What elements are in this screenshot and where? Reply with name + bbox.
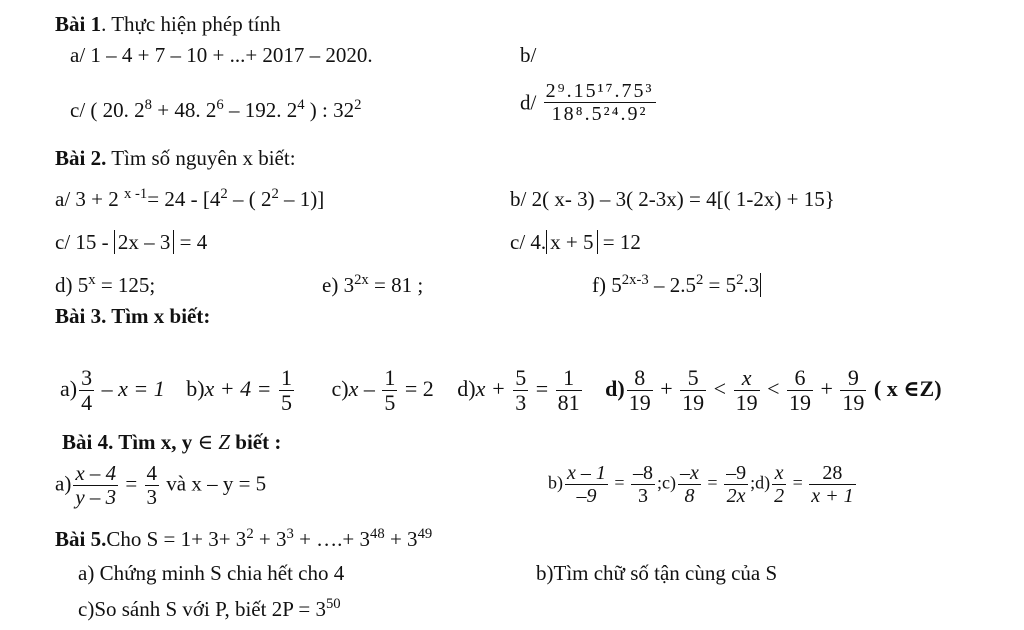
b2-b-expression: b/ 2( x- 3) – 3( 2-3x) = 4[( 1-2x) + 15} bbox=[510, 187, 835, 211]
b1-a-label: a/ bbox=[70, 43, 86, 67]
b4-a-fraction1: $\frac{x - 4}{y - 3}$ bbox=[75, 461, 117, 510]
b1-item-a bbox=[70, 43, 373, 67]
b4-d-fraction1: $\frac{x}{2}$ bbox=[774, 462, 785, 507]
b4-b-fraction1: $\frac{x - 1}{-9}$ bbox=[567, 462, 606, 507]
b4-title: Bài 4. Tìm x, y bbox=[62, 430, 198, 454]
b3-e-fraction4: $\frac{6}{19}$ bbox=[789, 365, 811, 416]
b1-item-c bbox=[70, 98, 361, 122]
b4-d-fraction2: $\frac{28}{x + 1}$ bbox=[811, 462, 854, 507]
b3-c-fraction: $\frac{1}{5}$ bbox=[384, 365, 396, 416]
b2-title: Bài 2. bbox=[55, 146, 107, 170]
b5-title: Bài 5. bbox=[55, 527, 107, 551]
b3-items: a) $\frac{3}{4}$ – x = 1 b)x + 4 = $\frac{1}{5}$ c)x – $\frac{1}{5}$ = 2 d)x + $\frac{5}{3}$ = $\frac{1}{81}$ d) $\frac{8}{19}$ + $\frac{5}{19}$ < $\frac{x}{19}$ < $\frac{6}{19}$ + $\frac{9}{19}$ ( x ∈Z) bbox=[60, 365, 942, 416]
b2-item-c2: c/ 4. x + 5 = 12 bbox=[510, 230, 641, 254]
b4-set: ∈ Z bbox=[197, 430, 231, 454]
b4-b-fraction2: $\frac{-8}{3}$ bbox=[633, 462, 654, 507]
b1-d-fraction bbox=[544, 80, 656, 125]
b4-item-a: a) $\frac{x - 4}{y - 3}$ = $\frac{4}{3}$ và x – y = 5 bbox=[55, 461, 267, 510]
b3-a-fraction: $\frac{3}{4}$ bbox=[81, 365, 93, 416]
b2-c1-absolute: 2x – 3 bbox=[114, 230, 175, 254]
text-cursor bbox=[760, 273, 761, 297]
b1-c-label: c/ bbox=[70, 98, 86, 122]
b3-e-fraction2: $\frac{5}{19}$ bbox=[682, 365, 705, 416]
b4-c-fraction2: $\frac{-9}{2x}$ bbox=[726, 462, 747, 507]
b2-instruction: Tìm số nguyên x biết: bbox=[106, 146, 296, 170]
b1-item-b bbox=[520, 43, 536, 67]
b1-d-label: d/ bbox=[520, 90, 537, 115]
b5-heading: Bài 5.Cho $S = 1+ 3+ 3^2 + 3^3$ + ….+ $3^{48} + 3^{49}$ bbox=[55, 525, 433, 551]
b2-item-c1: c/ 15 - 2x – 3 = 4 bbox=[55, 230, 208, 254]
b2-heading bbox=[55, 146, 296, 170]
b3-b-fraction: $\frac{1}{5}$ bbox=[281, 365, 293, 416]
b1-title: Bài 1 bbox=[55, 12, 102, 36]
b2-item-b bbox=[510, 187, 835, 211]
b3-e-fraction5: $\frac{9}{19}$ bbox=[842, 365, 865, 416]
b5-item-c: c)So sánh S với P, biết $2P = 3^{50}$ bbox=[78, 595, 341, 621]
b4-c-fraction1: $\frac{-x}{8}$ bbox=[680, 462, 699, 507]
b2-item-e: e) $3^{2x} = 81$ ; bbox=[322, 271, 424, 297]
b1-heading bbox=[55, 12, 281, 36]
b5-item-a: a) Chứng minh S chia hết cho 4 bbox=[78, 561, 345, 585]
b4-heading: Bài 4. Tìm x, y ∈ Z biết : bbox=[62, 430, 282, 454]
b3-e-fraction3: $\frac{x}{19}$ bbox=[735, 365, 758, 416]
b3-e-fraction1: $\frac{8}{19}$ bbox=[628, 365, 651, 416]
b3-d-fraction1: $\frac{5}{3}$ bbox=[515, 365, 527, 416]
b2-c2-absolute: x + 5 bbox=[546, 230, 597, 254]
b2-item-a: a/ 3 + 2 $^{x -1}= 24 - [4^2$ – ( $2^2 - 1$)] bbox=[55, 185, 325, 211]
b1-instruction: . Thực hiện phép tính bbox=[101, 12, 281, 36]
b3-title: Bài 3. Tìm x biết: bbox=[55, 304, 211, 328]
b2-item-f: f) $5^{2x-3} - 2.5^2 = 5^2.3$ bbox=[592, 271, 760, 297]
b1-a-expression: 1 – 4 + 7 – 10 + ...+ 2017 – 2020. bbox=[90, 43, 373, 67]
b1-d-denominator: 18⁸.5²⁴.9² bbox=[551, 103, 648, 125]
b4-a-fraction2: $\frac{4}{3}$ bbox=[146, 461, 157, 510]
b3-d-fraction2: $\frac{1}{81}$ bbox=[557, 365, 580, 416]
b1-c-expression: ( 20. $2^8 + 48$. $2^6 - 192$. $2^4$ ) : $32^2$ bbox=[90, 96, 362, 122]
b4-items-bcd: b) $\frac{x - 1}{-9}$ = $\frac{-8}{3}$ ;c) $\frac{-x}{8}$ = $\frac{-9}{2x}$ ;d) $\frac{x}{2}$ = $\frac{28}{x + 1}$ bbox=[548, 462, 854, 507]
b2-item-d: d) $5^x = 125$; bbox=[55, 271, 156, 297]
b1-b-label: b/ bbox=[520, 43, 537, 67]
b1-item-d bbox=[520, 80, 658, 125]
b1-d-numerator: 2⁹.15¹⁷.75³ bbox=[545, 80, 654, 102]
b5-item-b: b)Tìm chữ số tận cùng của S bbox=[536, 561, 778, 585]
